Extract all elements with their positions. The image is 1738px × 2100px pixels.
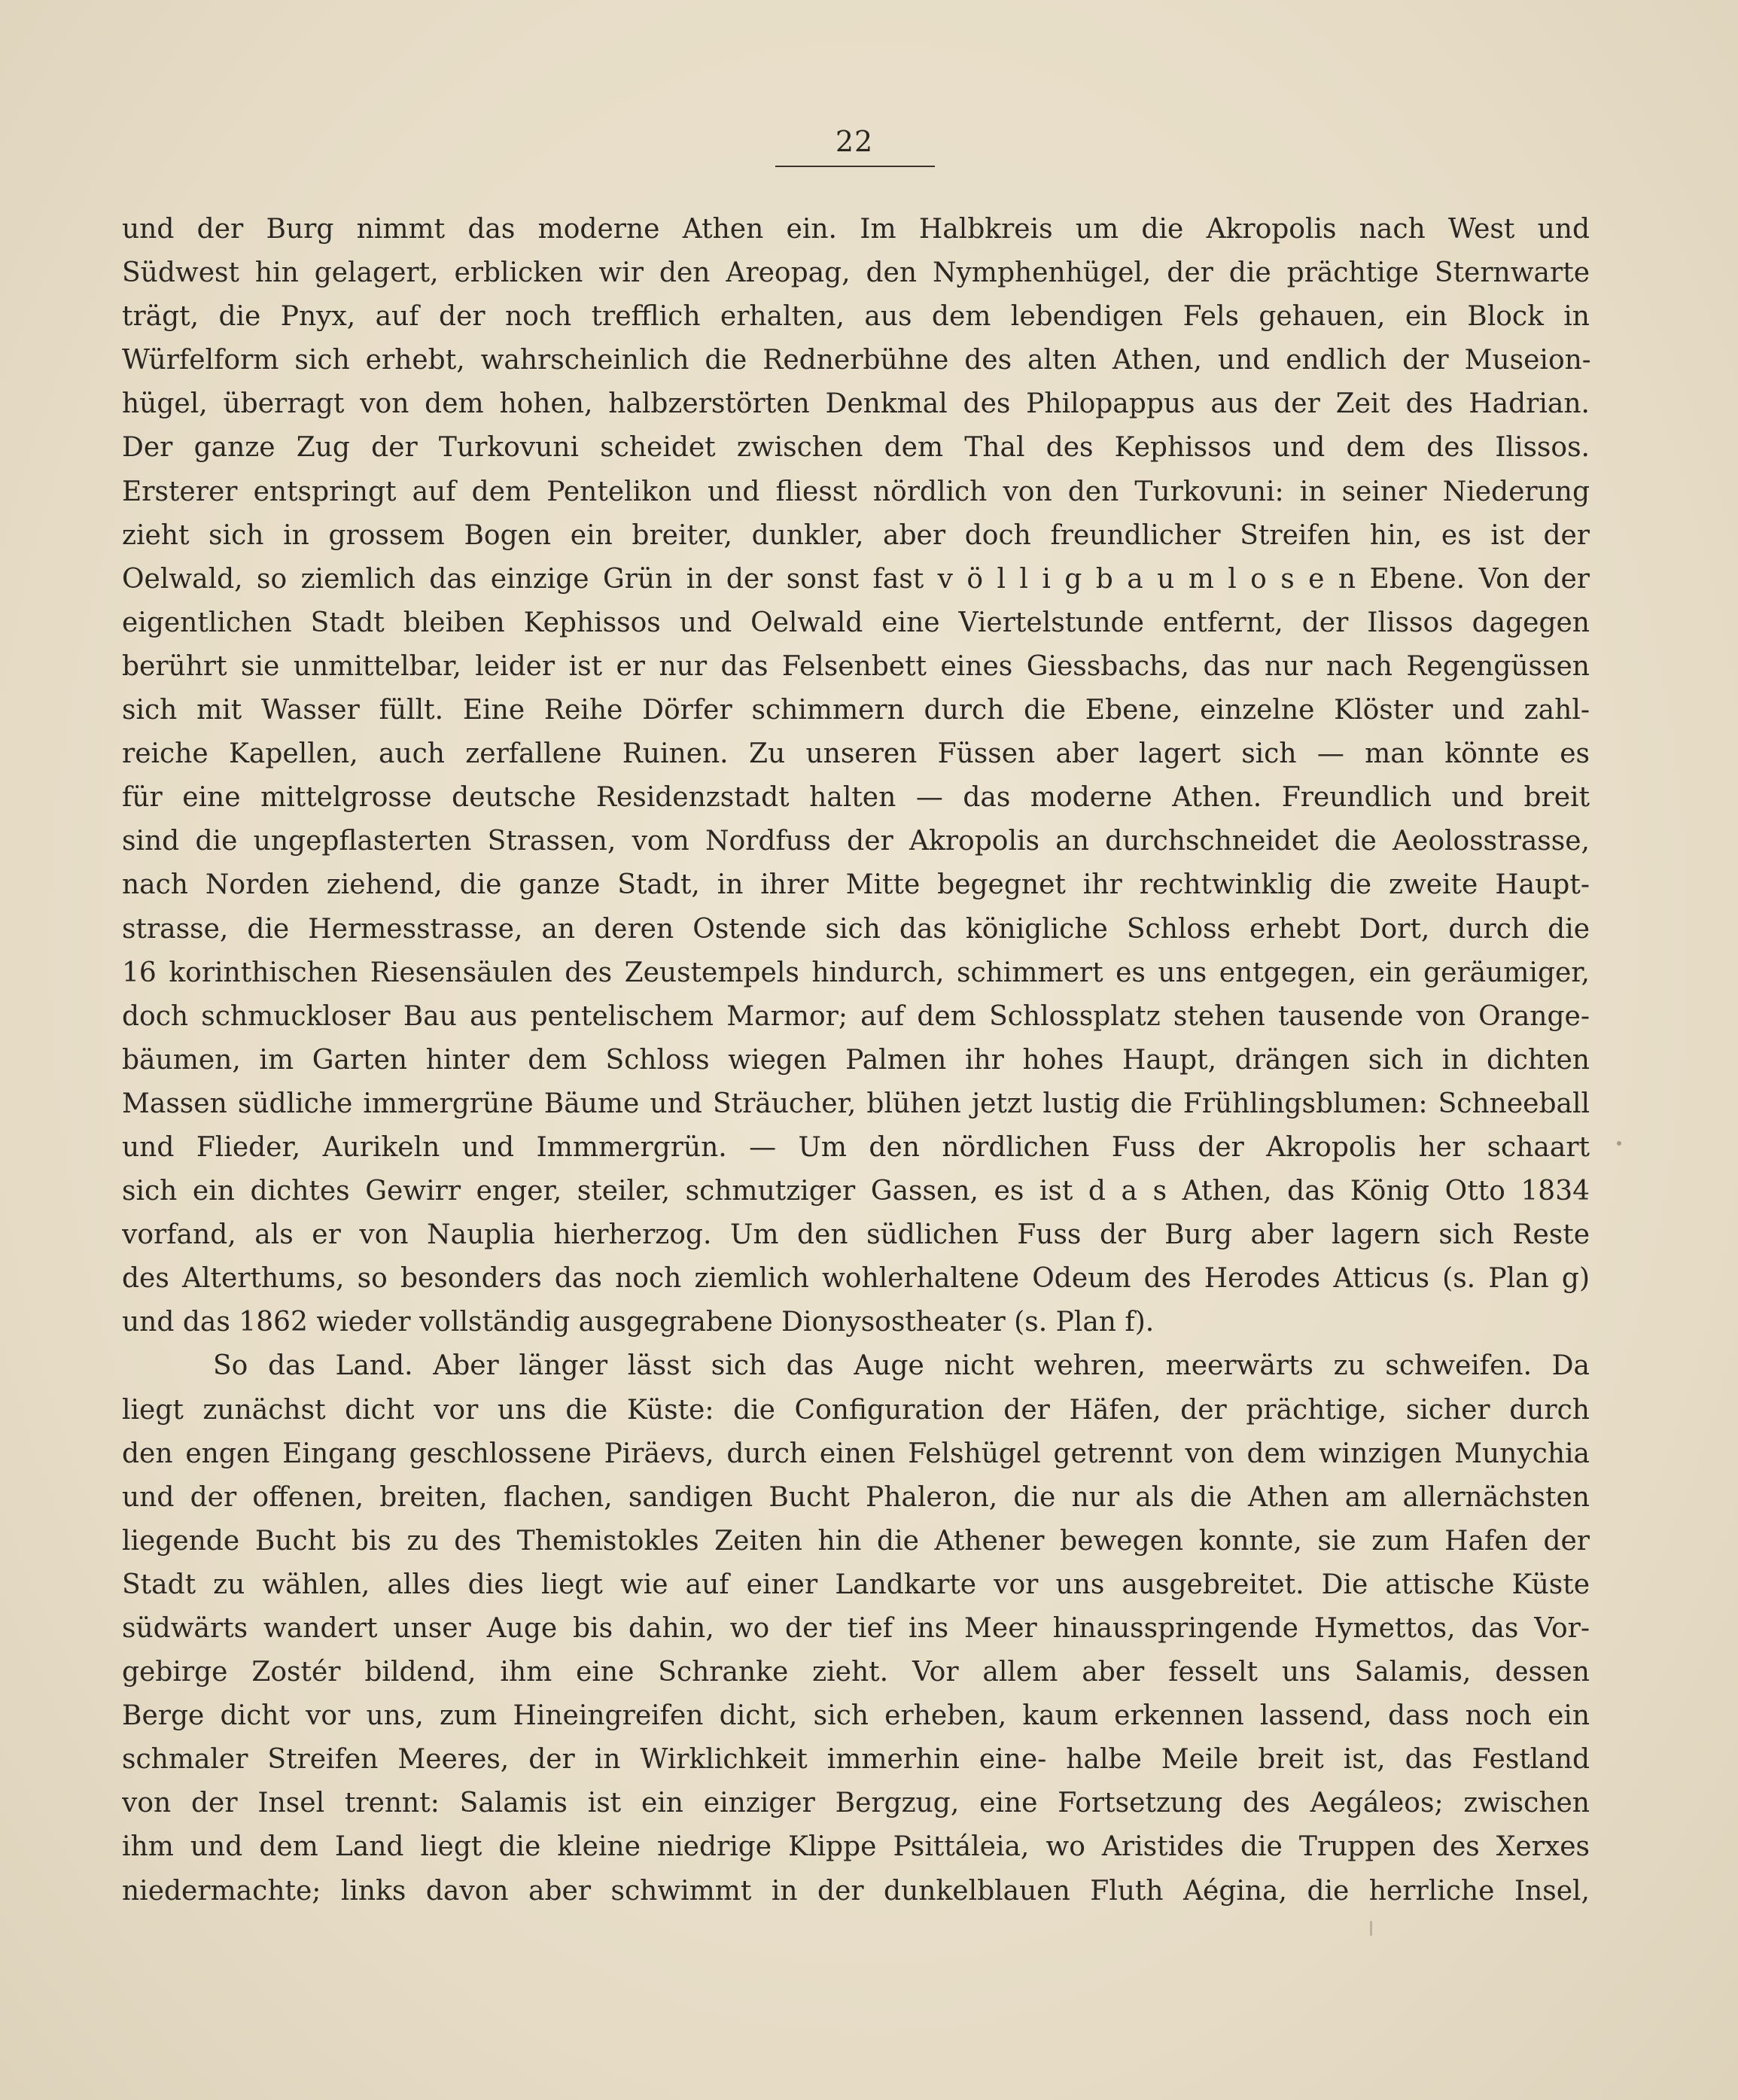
text-line: Ersterer entspringt auf dem Pentelikon und fliesst nördlich von den Turkovuni: in seiner Niederung	[122, 476, 1590, 507]
paper-speck	[1617, 1141, 1621, 1146]
text-line: und der offenen, breiten, flachen, sandigen Bucht Phaleron, die nur als die Athen am allernächsten	[122, 1481, 1590, 1513]
text-line: schmaler Streifen Meeres, der in Wirklichkeit immerhin eine- halbe Meile breit ist, das Festland	[122, 1744, 1590, 1776]
text-line: So das Land. Aber länger lässt sich das Auge nicht wehren, meerwärts zu schweifen. Da	[213, 1350, 1590, 1382]
text-line: Oelwald, so ziemlich das einzige Grün in der sonst fast v ö l l i g b a u m l o s e n Ebene. Von der	[122, 563, 1590, 595]
text-line: von der Insel trennt: Salamis ist ein einziger Bergzug, eine Fortsetzung des Aegáleos; zwischen	[122, 1788, 1590, 1819]
page-number-rule	[775, 166, 935, 167]
text-line: trägt, die Pnyx, auf der noch trefflich erhalten, aus dem lebendigen Fels gehauen, ein Block in	[122, 301, 1590, 333]
text-line: sich ein dichtes Gewirr enger, steiler, schmutziger Gassen, es ist d a s Athen, das König Otto 1834	[122, 1176, 1590, 1207]
paragraph	[122, 208, 1590, 1344]
text-line: südwärts wandert unser Auge bis dahin, wo der tief ins Meer hinausspringende Hymettos, das Vor-	[122, 1613, 1590, 1644]
text-line: zieht sich in grossem Bogen ein breiter, dunkler, aber doch freundlicher Streifen hin, es ist der	[122, 519, 1590, 551]
text-line: liegt zunächst dicht vor uns die Küste: die Configuration der Häfen, der prächtige, sicher durch	[122, 1394, 1590, 1426]
text-line: Massen südliche immergrüne Bäume und Sträucher, blühen jetzt lustig die Frühlingsblumen: Schneeball	[122, 1088, 1590, 1119]
text-line: Der ganze Zug der Turkovuni scheidet zwischen dem Thal des Kephissos und dem des Ilissos.	[122, 432, 1590, 464]
text-line: des Alterthums, so besonders das noch ziemlich wohlerhaltene Odeum des Herodes Atticus (s. Plan g)	[122, 1263, 1590, 1295]
text-line: doch schmuckloser Bau aus pentelischem Marmor; auf dem Schlossplatz stehen tausende von Orange-	[122, 1000, 1590, 1032]
text-line: und Flieder, Aurikeln und Immmergrün. — Um den nördlichen Fuss der Akropolis her schaart	[122, 1131, 1590, 1163]
text-line: berührt sie unmittelbar, leider ist er nur das Felsenbett eines Giessbachs, das nur nach Regengüssen	[122, 650, 1590, 682]
text-line: reiche Kapellen, auch zerfallene Ruinen. Zu unseren Füssen aber lagert sich — man könnte es	[122, 738, 1590, 770]
text-line: liegende Bucht bis zu des Themistokles Zeiten hin die Athener bewegen konnte, sie zum Hafen der	[122, 1525, 1590, 1557]
text-line: Südwest hin gelagert, erblicken wir den Areopag, den Nymphenhügel, der die prächtige Sternwarte	[122, 257, 1590, 289]
text-line: bäumen, im Garten hinter dem Schloss wiegen Palmen ihr hohes Haupt, drängen sich in dichten	[122, 1044, 1590, 1076]
text-line: 16 korinthischen Riesensäulen des Zeustempels hindurch, schimmert es uns entgegen, ein geräumiger,	[122, 957, 1590, 988]
text-line: nach Norden ziehend, die ganze Stadt, in ihrer Mitte begegnet ihr rechtwinklig die zweite Haupt-	[122, 869, 1590, 901]
text-line: eigentlichen Stadt bleiben Kephissos und Oelwald eine Viertelstunde entfernt, der Ilissos dagegen	[122, 607, 1590, 638]
page-number: 22	[835, 125, 874, 158]
text-line: Berge dicht vor uns, zum Hineingreifen dicht, sich erheben, kaum erkennen lassend, dass noch ein	[122, 1700, 1590, 1732]
text-line: den engen Eingang geschlossene Piräevs, durch einen Felshügel getrennt von dem winzigen Munychia	[122, 1438, 1590, 1469]
paragraph	[122, 1344, 1590, 1913]
text-line: vorfand, als er von Nauplia hierherzog. Um den südlichen Fuss der Burg aber lagern sich Reste	[122, 1219, 1590, 1251]
body-text	[122, 208, 1590, 1913]
text-line: Würfelform sich erhebt, wahrscheinlich die Rednerbühne des alten Athen, und endlich der Museion-	[122, 345, 1590, 376]
text-line: ihm und dem Land liegt die kleine niedrige Klippe Psittáleia, wo Aristides die Truppen des Xerxes	[122, 1831, 1590, 1863]
text-line: gebirge Zostér bildend, ihm eine Schranke zieht. Vor allem aber fesselt uns Salamis, dessen	[122, 1657, 1590, 1688]
text-line: strasse, die Hermesstrasse, an deren Ostende sich das königliche Schloss erhebt Dort, durch die	[122, 913, 1590, 945]
text-line: für eine mittelgrosse deutsche Residenzstadt halten — das moderne Athen. Freundlich und breit	[122, 782, 1590, 814]
text-line: niedermachte; links davon aber schwimmt in der dunkelblauen Fluth Aégina, die herrliche Insel,	[122, 1875, 1590, 1907]
paper-speck	[1370, 1921, 1372, 1936]
text-line: sind die ungepflasterten Strassen, vom Nordfuss der Akropolis an durchschneidet die Aeolosstrasse,	[122, 826, 1590, 857]
text-line: und das 1862 wieder vollständig ausgegrabene Dionysostheater (s. Plan f).	[122, 1307, 1155, 1338]
text-line: sich mit Wasser füllt. Eine Reihe Dörfer schimmern durch die Ebene, einzelne Klöster und zahl-	[122, 695, 1590, 726]
text-line: und der Burg nimmt das moderne Athen ein. Im Halbkreis um die Akropolis nach West und	[122, 214, 1590, 245]
text-line: hügel, überragt von dem hohen, halbzerstörten Denkmal des Philopappus aus der Zeit des Hadrian.	[122, 388, 1590, 420]
text-line: Stadt zu wählen, alles dies liegt wie auf einer Landkarte vor uns ausgebreitet. Die attische Küste	[122, 1569, 1590, 1600]
